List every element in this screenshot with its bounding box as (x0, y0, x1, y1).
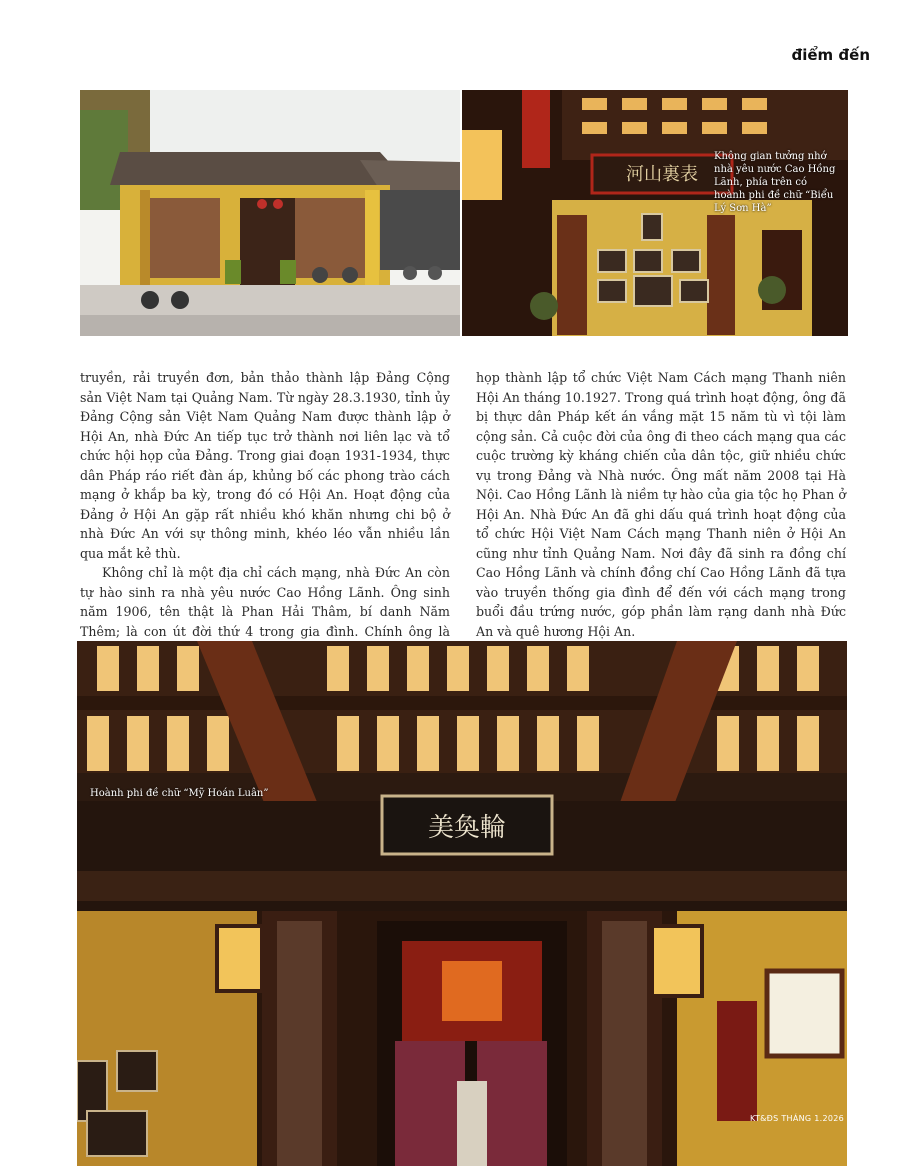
article-column-2 (476, 368, 846, 641)
hall-caption: Hoành phi đề chữ “Mỹ Hoán Luân” (90, 788, 269, 799)
top-board-text: 河山裏表 (626, 164, 698, 185)
ancestral-hall-photo (77, 641, 847, 1166)
paragraph: họp thành lập tổ chức Việt Nam Cách mạng Thanh niên Hội An tháng 10.1927. Trong quá trình hoạt động, ông đã bị thực dân Pháp kết án vắng mặt 15 năm tù vì tội làm cộng sản. Cả cuộc đời của ông đi theo cách mạng qua các cuộc trường kỳ kháng chiến của dân tộc, giữ nhiều chức vụ trong Đảng và Nhà nước. Ông mất năm 2008 tại Hà Nội. Cao Hồng Lãnh là niềm tự hào của gia tộc họ Phan ở Hội An. Nhà Đức An đã ghi dấu quá trình hoạt động của tổ chức Hội Việt Nam Cách mạng Thanh niên ở Hội An cũng như tỉnh Quảng Nam. Nơi đây đã sinh ra đồng chí Cao Hồng Lãnh và chính đồng chí Cao Hồng Lãnh đã tựa vào truyền thống gia đình để đến với cách mạng trong buổi đầu trứng nước, góp phần làm rạng danh nhà Đức An và quê hương Hội An. (476, 370, 846, 639)
page-number: 57 (856, 1113, 870, 1124)
large-board-text: 美奐輪 (427, 813, 507, 843)
article-column-1 (80, 368, 450, 661)
section-label: điểm đến (791, 46, 870, 64)
magazine-issue: KT&ĐS THÁNG 1.2026 (750, 1114, 845, 1123)
memorial-caption: Không gian tưởng nhớ nhà yêu nước Cao Hồng Lãnh, phía trên có hoành phi đề chữ “Biểu Lý Sơn Hà” (714, 151, 836, 214)
paragraph: Không chỉ là một địa chỉ cách mạng, nhà Đức An còn tự hào sinh ra nhà yêu nước Cao Hồng Lãnh. Ông sinh năm 1906, tên thật là Phan Hải Thâm, bí danh Năm Thêm; là con út đời thứ 4 trong gia đình. Chính ông là (80, 565, 450, 639)
page-footer (750, 1113, 870, 1124)
paragraph: truyền, rải truyền đơn, bản thảo thành lập Đảng Cộng sản Việt Nam tại Quảng Nam. Từ ngày 28.3.1930, tỉnh ủy Đảng Cộng sản Việt Nam Quảng Nam được thành lập ở Hội An, nhà Đức An tiếp tục trở thành nơi liên lạc và tổ chức hội họp của Đảng. Trong giai đoạn 1931-1934, thực dân Pháp ráo riết đàn áp, khủng bố các phong trào cách mạng ở khắp ba kỳ, trong đó có Hội An. Hoạt động của Đảng ở Hội An gặp rất nhiều khó khăn nhưng chi bộ ở nhà Đức An với sự thông minh, khéo léo vẫn nhiều lần qua mắt kẻ thù. (80, 370, 450, 561)
house-facade-photo (80, 90, 460, 336)
